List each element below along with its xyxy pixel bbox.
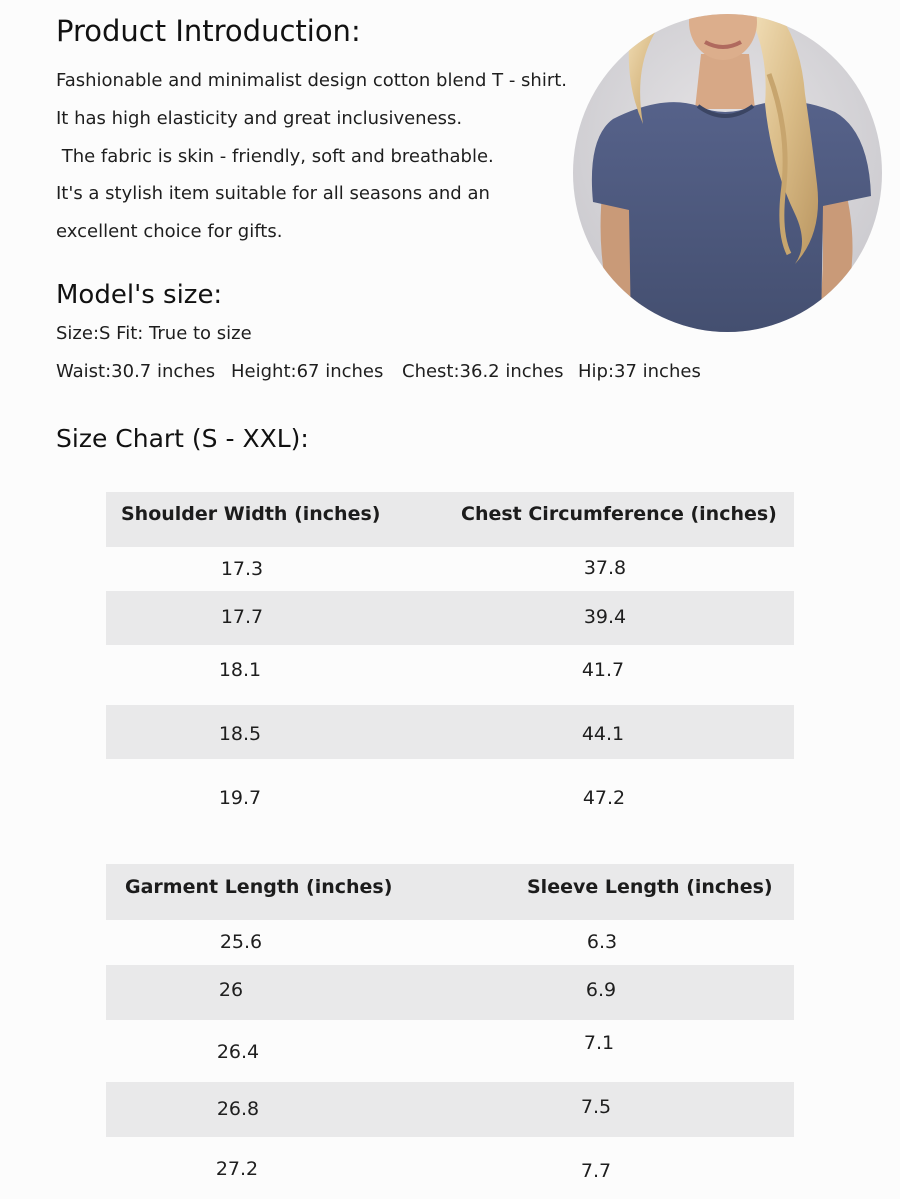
table-cell: 18.1 bbox=[218, 659, 262, 681]
table-cell: 26.4 bbox=[216, 1041, 260, 1063]
table-cell: 27.2 bbox=[215, 1158, 259, 1180]
intro-line: excellent choice for gifts. bbox=[56, 221, 283, 242]
model-hip: Hip:37 inches bbox=[578, 361, 701, 382]
model-height: Height:67 inches bbox=[231, 361, 384, 382]
table-cell: 17.3 bbox=[220, 558, 264, 580]
model-waist: Waist:30.7 inches bbox=[56, 361, 216, 382]
table-cell: 7.1 bbox=[583, 1032, 615, 1054]
table-cell: 6.9 bbox=[585, 979, 617, 1001]
model-size-fit: Size:S Fit: True to size bbox=[56, 323, 252, 344]
table-cell: 18.5 bbox=[218, 723, 262, 745]
table-row-band bbox=[106, 591, 794, 645]
table-cell: 7.7 bbox=[580, 1160, 612, 1182]
model-size-title: Model's size: bbox=[56, 280, 223, 310]
intro-line: The fabric is skin - friendly, soft and breathable. bbox=[56, 146, 494, 167]
table-cell: 17.7 bbox=[220, 606, 264, 628]
intro-line: Fashionable and minimalist design cotton blend T - shirt. bbox=[56, 70, 568, 91]
table-row-band bbox=[106, 705, 794, 759]
size-chart-title: Size Chart (S - XXL): bbox=[56, 424, 309, 453]
table-cell: 6.3 bbox=[586, 931, 618, 953]
header-sleeve-length: Sleeve Length (inches) bbox=[527, 876, 773, 898]
table-cell: 25.6 bbox=[219, 931, 263, 953]
intro-title: Product Introduction: bbox=[56, 14, 361, 48]
table-cell: 37.8 bbox=[583, 557, 627, 579]
table-cell: 7.5 bbox=[580, 1096, 612, 1118]
table-cell: 39.4 bbox=[583, 606, 627, 628]
table-cell: 41.7 bbox=[581, 659, 625, 681]
intro-line: It has high elasticity and great inclusiveness. bbox=[56, 108, 463, 129]
table-cell: 44.1 bbox=[581, 723, 625, 745]
table-cell: 26.8 bbox=[216, 1098, 260, 1120]
header-garment-length: Garment Length (inches) bbox=[125, 876, 393, 898]
table-cell: 47.2 bbox=[582, 787, 626, 809]
header-chest-circumference: Chest Circumference (inches) bbox=[461, 503, 777, 525]
table-row-band bbox=[106, 965, 794, 1020]
model-chest: Chest:36.2 inches bbox=[402, 361, 564, 382]
intro-line: It's a stylish item suitable for all seasons and an bbox=[56, 183, 490, 204]
table-row-band bbox=[106, 1082, 794, 1137]
table-cell: 19.7 bbox=[218, 787, 262, 809]
model-photo bbox=[573, 14, 882, 332]
header-shoulder-width: Shoulder Width (inches) bbox=[121, 503, 381, 525]
table-cell: 26 bbox=[218, 979, 244, 1001]
